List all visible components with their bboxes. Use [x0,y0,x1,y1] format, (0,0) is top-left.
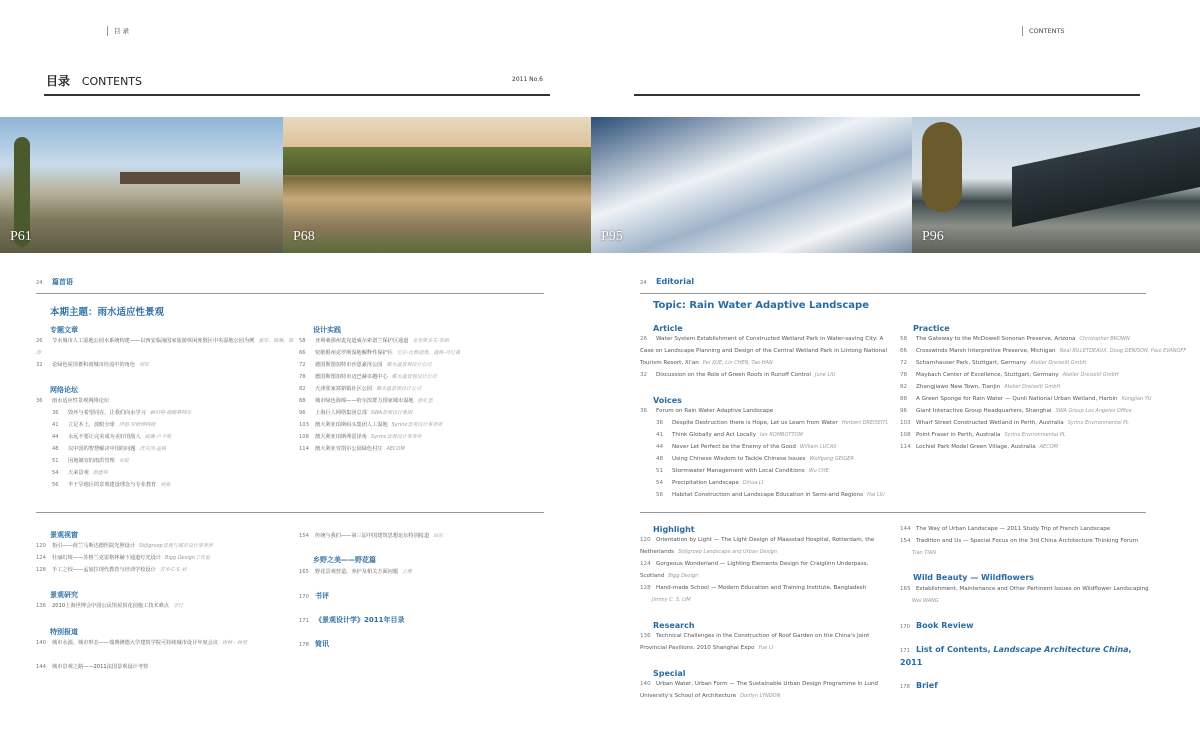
toc-entry[interactable] [900,381,1186,393]
tree-shape [922,122,962,212]
entry-title: Scharnhauser Park, Stuttgart, Germany [916,360,1027,366]
entry-title: 天来景观 [68,470,89,476]
entry-title: 澳大利亚珀斯码头集团人工湿地 [315,422,388,428]
toc-entry[interactable] [900,441,1186,453]
entry-title: 天津张家窝新镇社区公园 [315,386,373,392]
toc-entry[interactable] [656,417,888,429]
entry-title: Giant Interactive Group Headquarters, Shanghai [916,408,1052,414]
entry-title: Never Let Perfect be the Enemy of the Good [672,444,796,450]
author: 俞建华 [92,470,108,476]
toc-entry[interactable] [52,455,191,467]
author: 戴水道景观设计公司 [376,386,422,392]
page-number: 41 [656,432,664,438]
page-number: 54 [52,470,59,476]
page-number: 72 [299,362,306,368]
author: William LUCAS [799,444,837,450]
tree-line-shape [283,147,591,175]
toc-entry[interactable]: 178 简讯 [299,640,329,648]
entry-title: A Green Sponge for Rain Water — Qunli National Urban Wetland, Harbin [916,396,1118,402]
entry-title: 壮丽幻境——苏格兰克雷格林赫下通道灯光设计 [52,555,161,561]
author: 吉米·C·S·刘 [159,567,187,573]
page-number: 56 [52,482,59,488]
entry-title: 澳大利亚珀斯弗雷泽角 [315,434,367,440]
toc-entry[interactable] [656,465,888,477]
photo-headquarters [912,117,1200,253]
toc-entry[interactable]: 165 Establishment, Maintenance and Other Pertinent Issues on Wildflower Landscaping Wei WANG [900,586,1149,604]
author: Atelier Dreiseitl GmbH [1062,372,1119,378]
toc-entry[interactable] [299,431,460,443]
page-number: 103 [299,422,309,428]
page-number: 108 [900,432,911,438]
title-en: CONTENTS [81,75,143,88]
toc-entry[interactable] [52,479,191,491]
page-number: 36 [52,410,59,416]
page-number: 54 [656,480,664,486]
toc-entry[interactable] [656,441,888,453]
page-number: 120 [36,543,46,549]
entry-title: 上海巨人网络集团总部 [315,410,367,416]
voices-list-en [656,417,888,501]
toc-entry[interactable] [52,431,191,443]
entry-title: 澳大利亚劳凯尔公园绿色村庄 [315,446,383,452]
entry-title: 立足本土，放眼全球 [68,422,115,428]
topic-heading-cn: 本期主题：雨水适应性景观 [50,307,165,318]
toc-entry[interactable]: 32 论绿色屋顶蓄积雨城市径流中的角色 刘军 [36,362,150,368]
research-list-cn [36,600,183,612]
author: 威廉·卢卡斯 [144,434,172,440]
author: 戴水道景观设计公司 [391,374,437,380]
building-shape [1012,127,1200,227]
entry-title: Despite Destruction there is Hope, Let us Learn from Water [672,420,838,426]
page-number: 78 [900,372,908,378]
practice-heading-en: Practice [913,324,950,333]
page-number: 128 [36,567,46,573]
entry-title: Wharf Street Constructed Wetland in Perth, Australia [916,420,1064,426]
author: AECOM [1039,444,1058,450]
divider [640,293,1146,294]
toc-entry[interactable] [900,369,1186,381]
article-heading-en: Article [653,324,683,333]
page-number: 78 [299,374,306,380]
page-number: 136 [36,603,46,609]
toc-entry[interactable] [299,443,460,455]
entry-title: Crosswinds Marsh Interpretive Preserve, Michigan [916,348,1056,354]
toc-entry[interactable]: 26 节水城市人工湿地公园水系统构建——以西安临潼国家旅游休闲度假区中央湿地公园为例 袁军、陈琳、陈涛 [36,338,294,356]
photo-wetland-lake [283,117,591,253]
research-heading-en: Research [653,621,695,630]
toc-entry[interactable]: 128 Hand-made School — Modern Education and Training Institute, Bangladesh Jimmy C. S. LIM [640,585,867,603]
entry-title: Lochiel Park Model Green Village, Australia [916,444,1036,450]
page-label: P68 [293,229,315,244]
author: Neal BILLETDEAUX, Doug DENISON, Paul EVANOFF [1059,348,1187,354]
photo-desert-preserve [0,117,283,253]
page-number: 88 [299,398,306,404]
page-number: 108 [299,434,309,440]
author: Dihua LI [742,480,764,486]
toc-entry[interactable]: 170 Book Review [900,621,974,630]
page-number: 72 [900,360,908,366]
editorial-entry-cn[interactable]: 24 篇首语 [36,278,73,286]
toc-entry[interactable]: 140 Urban Water, Urban Form — The Sustainable Urban Design Programme in Lund University's School of Architecture Dorilyn LYNDON [640,681,878,699]
toc-entry[interactable] [900,405,1186,417]
toc-entry[interactable]: 154 Tradition and Us — Special Focus on the 3rd China Architecture Thinking Forum Tian TIAN [900,538,1139,556]
author: Wu CHE [808,468,829,474]
page-number: 48 [52,446,59,452]
toc-entry[interactable] [36,600,183,612]
entry-title: Zhangjiawo New Town, Tianjin [916,384,1001,390]
page-number: 96 [299,410,306,416]
highlight-heading-cn: 景观视窗 [50,531,78,539]
author: Herbert DREISEITL [841,420,889,426]
page-number: 36 [656,420,664,426]
entry-title: Precipitation Landscape [672,480,739,486]
toc-entry[interactable]: 36 雨水适应性景观网络论坛 [36,398,110,404]
author: 俞孔坚 [417,398,433,404]
highlight-list-cn [36,540,213,576]
page-number: 41 [52,422,59,428]
toc-entry[interactable] [900,357,1186,369]
page-number: 66 [299,350,306,356]
page-number: 58 [900,336,908,342]
toc-entry[interactable]: 36 Forum on Rain Water Adaptive Landscape [640,408,774,414]
toc-entry[interactable] [900,429,1186,441]
author: Syrinx Environmental PL [1067,420,1129,426]
author: Syrinx Environmental PL [1004,432,1066,438]
toc-entry[interactable]: 170 书评 [299,592,329,600]
research-heading-cn: 景观研究 [50,591,78,599]
entry-title: Using Chinese Wisdom to Tackle Chinese Issues [672,456,806,462]
title-rule-right [634,94,1140,96]
toc-entry[interactable] [900,393,1186,405]
page-number: 82 [900,384,908,390]
toc-entry[interactable] [36,540,213,552]
toc-entry[interactable] [36,552,213,564]
toc-entry[interactable]: 144 The Way of Urban Landscape — 2011 Study Trip of French Landscape [900,526,1111,532]
page-number: 96 [900,408,908,414]
author: Ian ROMBOTTOM [760,432,803,438]
author: Christopher BROWN [1079,336,1130,342]
author: SWA Group Los Angeles Office [1055,408,1132,414]
entry-title: 因地制宜的雨洪管理 [68,458,115,464]
entry-title: 半干旱地区的景观建设理念与专业教育 [68,482,157,488]
page-label: P96 [922,229,944,244]
toc-entry[interactable]: 144 城市景观之路——2011法国景观设计考察 [36,664,149,670]
entry-title: 毁坏与希望同在，让我们向水学习 [68,410,146,416]
toc-entry[interactable] [900,333,1186,345]
toc-entry[interactable] [52,443,191,455]
author: AECOM [386,446,405,452]
practice-list-cn [299,335,460,455]
entry-title: 永远不要让完美成为美好的敌人 [68,434,141,440]
toc-entry[interactable]: 32 Discussion on the Role of Green Roofs in Runoff Control June LIU [640,372,836,378]
toc-entry[interactable]: 178 Brief [900,681,938,690]
author: Atelier Dreiseitl GmbH [1004,384,1061,390]
page-number: 48 [656,456,664,462]
toc-entry[interactable]: 136 Technical Challenges in the Construction of Roof Garden on the China's Joint Provincial Pavilions, 2010 Shanghai Expo Yue LI [640,633,870,651]
author: 沃夫冈·盖格 [139,446,167,452]
entry-title: 2010上海世博会中国公民馆屋顶花园施工技术难点 [52,603,169,609]
entry-title: 以中国的智慧解决中国的问题 [68,446,136,452]
author: Bigg Design工作室 [164,555,210,561]
toc-entry[interactable] [656,453,888,465]
entry-title: Think Globally and Act Locally [672,432,757,438]
practice-heading-cn: 设计实践 [313,326,341,334]
toc-entry[interactable]: 171 List of Contents, Landscape Architecture China, 2011 [900,645,1132,667]
entry-title: 手工之校——孟加拉现代教育与培训学校设计 [52,567,156,573]
page-number: 51 [52,458,59,464]
author: 尼尔·比勒迪奥，道格·丹尼森 [396,350,461,356]
toc-entry[interactable] [299,419,460,431]
author: 刘海 [160,482,171,488]
author: Atelier Dreiseitl GmbH [1030,360,1087,366]
page-title [46,72,142,89]
article-heading-cn: 专题文章 [50,326,78,334]
toc-entry[interactable]: 124 Gorgeous Wonderland — Lighting Elements Design for Craiglinn Underpass, Scotland Bigg Design [640,561,869,579]
page-number: 124 [36,555,46,561]
page-number: 114 [299,446,309,452]
toc-entry[interactable] [36,564,213,576]
toc-entry[interactable]: 26 Water System Establishment of Constructed Wetland Park in Water-saving City: A Case on Landscape Planning and Design of the Central Wetland Park in Lintong National Tourism Resort, Xi'an Pei XUE, Lin CHEN, Tao HAN [640,336,888,366]
voices-list-cn [52,407,191,491]
toc-entry[interactable]: 120 Orientation by Light — The Light Design of Maasstad Hospital, Rotterdam, the Netherlands Stijlgroep Landscape and Urban Design [640,537,875,555]
page-number: 44 [656,444,664,450]
author: 吴锐 [118,458,129,464]
section-mark-left: 目 录 [107,26,129,36]
toc-entry[interactable] [900,345,1186,357]
entry-title: 德国斯图加特市沙恩豪泽公园 [315,362,383,368]
toc-entry[interactable] [52,419,191,431]
author: 戴水道景观设计公司 [386,362,432,368]
toc-entry[interactable] [656,429,888,441]
section-mark-right: CONTENTS [1022,26,1065,36]
author: Wolfgang GEIGER [809,456,854,462]
divider [36,512,544,513]
toc-entry[interactable]: 165 野花景观营造，养护及相关方面问题 王维 [299,569,413,575]
author: 克里斯多夫·布朗 [412,338,449,344]
page-number: 58 [299,338,306,344]
building-roof-shape [120,172,240,184]
topic-heading-en: Topic: Rain Water Adaptive Landscape [653,300,869,311]
entry-title: 亚利桑那州麦克道威尔索诺兰保护区通道 [315,338,409,344]
divider [36,293,544,294]
entry-title: 指引——荷兰马斯达德医院光照设计 [52,543,136,549]
page-label: P61 [10,229,32,244]
entry-title: 城市绿色海绵——哈尔滨群力国家城市湿地 [315,398,414,404]
page-number: 56 [656,492,664,498]
toc-entry[interactable] [656,489,888,501]
author: Stijlgroep景观与城市设计事务所 [139,543,213,549]
title-rule-left [44,94,550,96]
toc-entry[interactable]: 140 城市水源，城市形态——瑞典隆德大学建筑学院可持续城市设计年度会议 唐林 - 林登 [36,640,247,646]
editorial-entry-en[interactable]: 24 Editorial [640,277,695,286]
voices-heading-en: Voices [653,396,682,405]
entry-title: Habitat Construction and Landscape Education in Semi-arid Regions [672,492,864,498]
issue-number: 2011 No.6 [512,76,543,83]
author: 赫伯特·德赖赛特尔 [149,410,192,416]
divider [640,512,1146,513]
voices-heading-cn: 网络论坛 [50,386,78,394]
page-label: P95 [601,229,623,244]
special-heading-cn: 特别报道 [50,628,78,636]
author: SWA景观设计集团 [370,410,413,416]
wild-heading-cn: 乡野之美——野花篇 [313,556,376,564]
page-number: 44 [52,434,59,440]
toc-entry[interactable] [299,347,460,359]
special-heading-en: Special [653,669,686,678]
author: Kongjian YU [1121,396,1152,402]
toc-entry[interactable] [299,335,460,347]
toc-entry[interactable] [299,383,460,395]
author: Syrinx景观设计事务所 [370,434,422,440]
page-number: 114 [900,444,911,450]
page-number: 82 [299,386,306,392]
toc-entry[interactable] [656,477,888,489]
entry-title: Stormwater Management with Local Conditions [672,468,805,474]
page-number: 88 [900,396,908,402]
author: 李玎 [172,603,183,609]
toc-entry[interactable] [299,359,460,371]
entry-title: Maybach Center of Excellence, Stuttgart, Germany [916,372,1059,378]
author: Syrinx景观设计事务所 [391,422,443,428]
toc-entry[interactable]: 154 传统与我们——第三届中国建筑思想论坛特别报道 田东 [299,533,444,539]
entry-title: Point Fraser in Perth, Australia [916,432,1001,438]
toc-entry[interactable] [299,395,460,407]
entry-title: The Gateway to the McDowell Sonoran Preserve, Arizona [916,336,1076,342]
photo-snow-landscape [591,117,912,253]
page-number: 66 [900,348,908,354]
toc-entry[interactable] [52,467,191,479]
toc-entry[interactable] [900,417,1186,429]
entry-title: 德国斯图加特市迈巴赫卓越中心 [315,374,388,380]
author: 伊恩·罗姆博特姆 [118,422,156,428]
author: Hai LIU [867,492,885,498]
entry-title: 密歇根州克罗斯湿地解释性保护区 [315,350,393,356]
highlight-heading-en: Highlight [653,525,695,534]
page-number: 51 [656,468,664,474]
toc-entry[interactable] [52,407,191,419]
toc-entry[interactable] [299,371,460,383]
practice-list-en [900,333,1186,453]
page-number: 103 [900,420,911,426]
toc-entry[interactable] [299,407,460,419]
title-cn: 目录 [46,74,71,88]
wild-heading-en: Wild Beauty — Wildflowers [913,573,1035,582]
toc-entry[interactable]: 171 《景观设计学》2011年目录 [299,616,405,624]
